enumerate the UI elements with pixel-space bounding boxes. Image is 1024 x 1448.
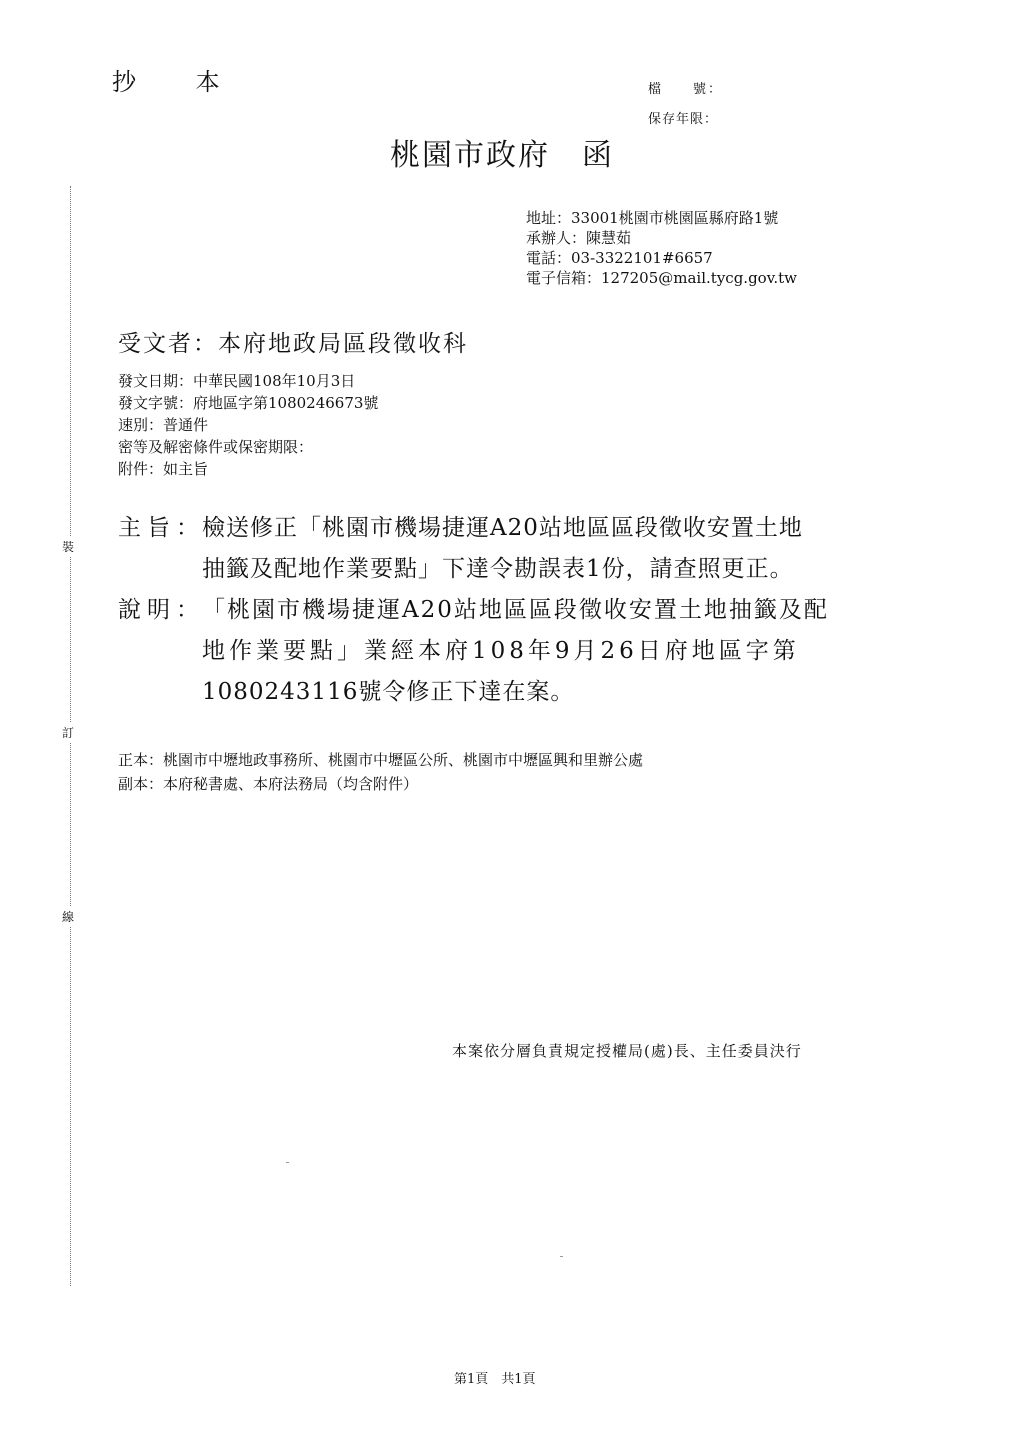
subject-line-2: 抽籤及配地作業要點」下達令勘誤表1份，請查照更正。: [202, 556, 794, 582]
binding-mark-ding: 訂: [62, 722, 74, 743]
document-title: 桃園市政府 函: [390, 138, 614, 173]
approval-note: 本案依分層負責規定授權局(處)長、主任委員決行: [452, 1042, 802, 1060]
document-meta: [118, 370, 378, 480]
binding-mark-xian: 線: [62, 906, 74, 927]
delivery-speed: 速別：普通件: [118, 416, 209, 434]
address-line: 地址：33001桃園市桃園區縣府路1號: [526, 209, 779, 227]
subject-label: 主旨：: [118, 515, 205, 541]
classification: 密等及解密條件或保密期限：: [118, 438, 314, 456]
explanation-line-1: 「桃園市機場捷運A20站地區區段徵收安置土地抽籤及配: [202, 597, 829, 623]
contact-block: [526, 208, 797, 288]
explanation-label: 說明：: [118, 597, 205, 623]
original-recipients: 正本：桃園市中壢地政事務所、桃園市中壢區公所、桃園市中壢區興和里辦公處: [118, 751, 644, 769]
distribution: [118, 748, 643, 796]
retention-label: 保存年限：: [648, 112, 719, 127]
scan-speck: [286, 1162, 289, 1163]
file-number-label: 檔 號：: [648, 82, 724, 97]
page-footer: 第1頁 共1頁: [454, 1372, 536, 1387]
copy-mark: 抄 本: [112, 68, 246, 96]
binding-mark-zhuang: 裝: [62, 536, 74, 557]
copy-recipients: 副本：本府秘書處、本府法務局（均含附件）: [118, 775, 419, 793]
explanation-line-2: 地作業要點」業經本府108年9月26日府地區字第: [202, 638, 800, 664]
document-number: 發文字號：府地區字第1080246673號: [118, 394, 379, 412]
email-line: 電子信箱：127205@mail.tycg.gov.tw: [526, 269, 798, 287]
subject-line-1: 檢送修正「桃園市機場捷運A20站地區區段徵收安置土地: [202, 515, 803, 541]
handler-line: 承辦人：陳慧茹: [526, 229, 632, 247]
recipient: 受文者：本府地政局區段徵收科: [118, 331, 468, 357]
issue-date: 發文日期：中華民國108年10月3日: [118, 372, 356, 390]
phone-line: 電話：03-3322101#6657: [526, 249, 713, 267]
explanation-line-3: 1080243116號令修正下達在案。: [202, 679, 575, 705]
scan-speck: [560, 1256, 563, 1257]
attachment: 附件：如主旨: [118, 460, 209, 478]
